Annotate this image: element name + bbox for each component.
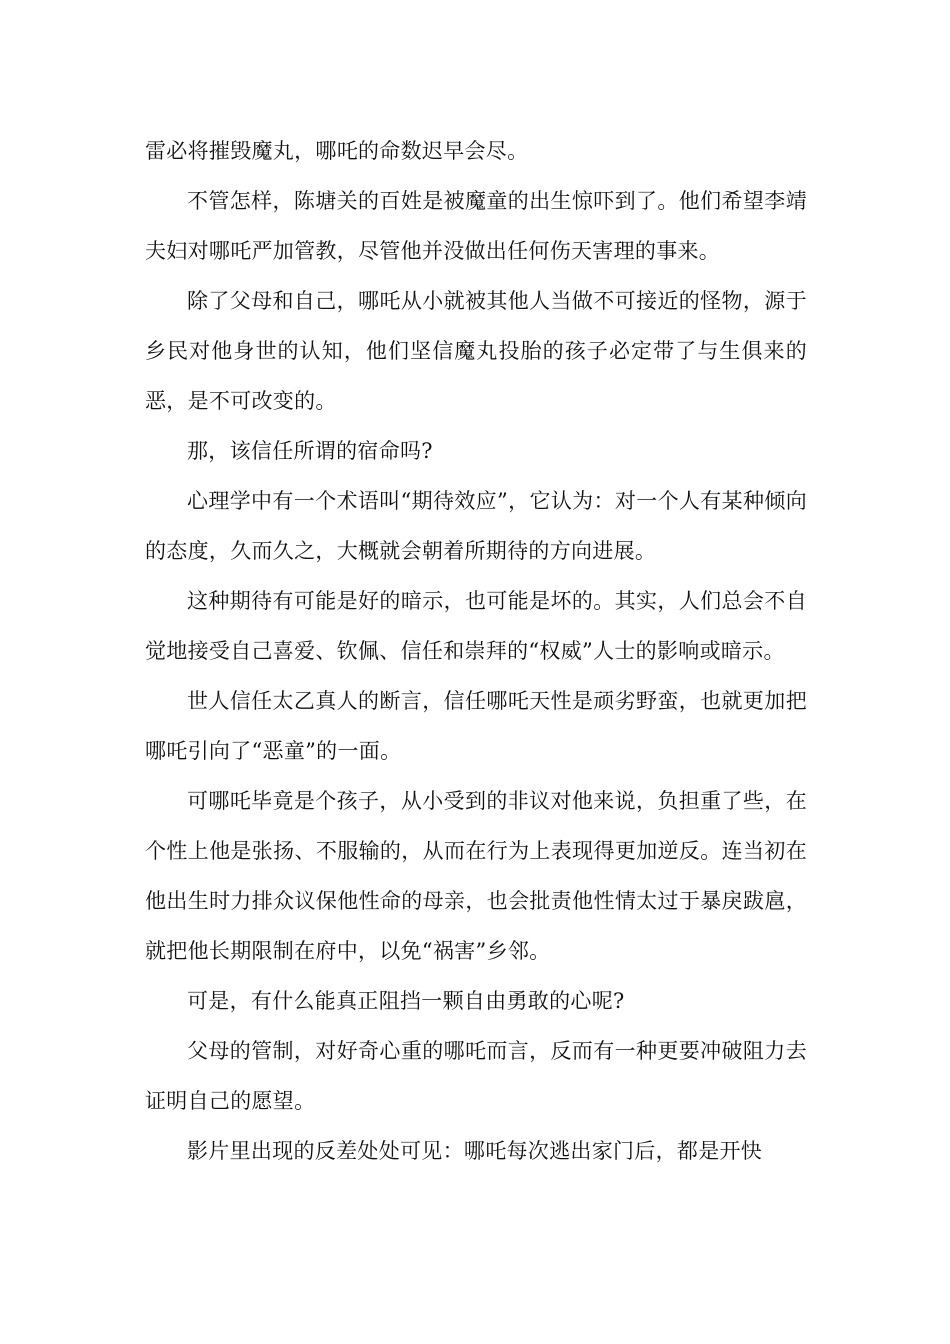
paragraph-5: 心理学中有一个术语叫“期待效应”，它认为：对一个人有某种倾向的态度，久而久之，大概就会朝着所期待的方向进展。 <box>145 489 807 563</box>
paragraph-6: 这种期待有可能是好的暗示，也可能是坏的。其实，人们总会不自觉地接受自己喜爱、钦佩、信任和崇拜的“权威”人士的影响或暗示。 <box>145 589 807 663</box>
paragraph-7: 世人信任太乙真人的断言，信任哪吒天性是顽劣野蛮，也就更加把哪吒引向了“恶童”的一面。 <box>145 689 807 763</box>
paragraph-3: 除了父母和自己，哪吒从小就被其他人当做不可接近的怪物，源于乡民对他身世的认知，他们坚信魔丸投胎的孩子必定带了与生俱来的恶，是不可改变的。 <box>145 289 807 413</box>
paragraph-9: 可是，有什么能真正阻挡一颗自由勇敢的心呢? <box>187 989 625 1013</box>
paragraph-10: 父母的管制，对好奇心重的哪吒而言，反而有一种更要冲破阻力去证明自己的愿望。 <box>145 1039 807 1113</box>
paragraph-2: 不管怎样，陈塘关的百姓是被魔童的出生惊吓到了。他们希望李靖夫妇对哪吒严加管教，尽管他并没做出任何伤天害理的事来。 <box>145 189 807 263</box>
paragraph-1: 雷必将摧毁魔丸，哪吒的命数迟早会尽。 <box>145 139 529 163</box>
paragraph-4: 那，该信任所谓的宿命吗? <box>187 439 433 463</box>
paragraph-11: 影片里出现的反差处处可见：哪吒每次逃出家门后，都是开快 <box>187 1139 763 1163</box>
document-body <box>145 126 807 1176</box>
paragraph-8: 可哪吒毕竟是个孩子，从小受到的非议对他来说，负担重了些，在个性上他是张扬、不服输的，从而在行为上表现得更加逆反。连当初在他出生时力排众议保他性命的母亲，也会批责他性情太过于暴戾跋扈，就把他长期限制在府中，以免“祸害”乡邻。 <box>145 789 807 963</box>
